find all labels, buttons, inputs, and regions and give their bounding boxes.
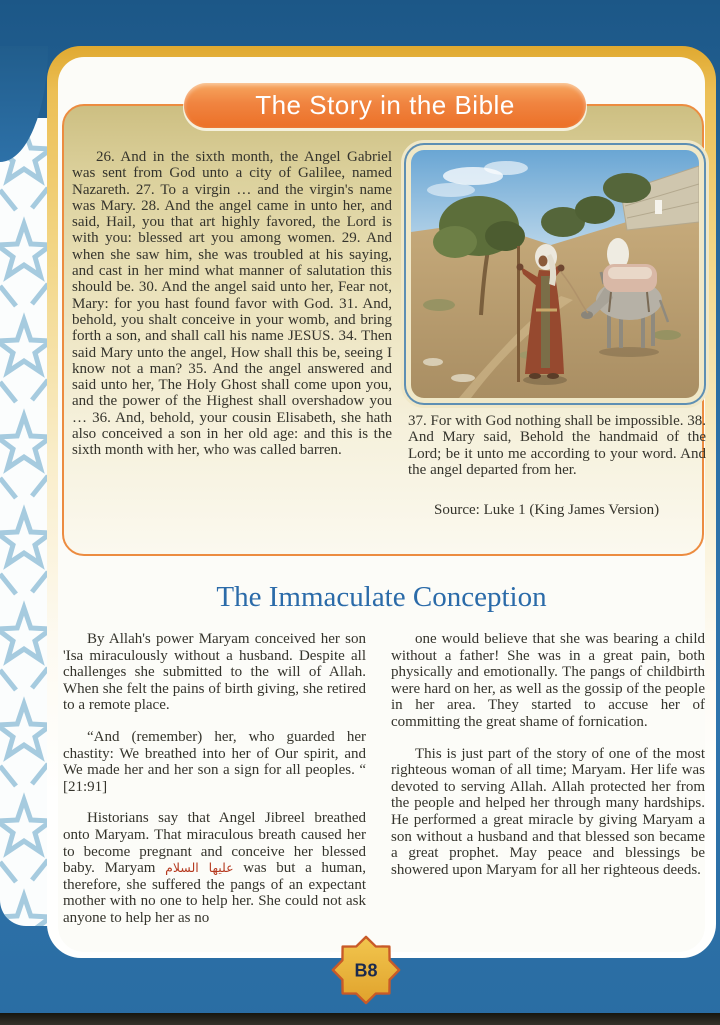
section-title: The Immaculate Conception [216,581,547,613]
quran-quote-paragraph: “And (remember) her, who guarded her chastity: We breathed into her of Our spirit, and We made her and her son a sign for all peoples. “ [21:91] [63,728,366,795]
hillside-photo [411,150,699,398]
scan-edge [0,1013,720,1025]
bible-title-banner [184,83,586,128]
star-pattern-strip [0,118,48,926]
paragraph-text: was but a human, therefore, she suffered the pangs of an expectant mother with no one to help her. She could not ask anyone to help her as no [63,860,367,926]
paragraph: one would believe that she was bearing a child without a father! She was in a great pain, both physically and emotionally. The pangs of childbirth were hard on her, as well as the gossip of the people in her area. They started to accuse her of committing the great shame of fornication. [391,631,705,730]
page-number-badge [330,934,402,1006]
paragraph: This is just part of the story of one of the most righteous woman of all time; Maryam. Her life was devoted to serving Allah. Allah protected her from the people and helped her through many hardships. He performed a great miracle by giving Maryam a son without a husband and that blessed son became a great prophet. May peace and blessings be showered upon Maryam for all her righteous deeds. [391,745,705,878]
bible-verses-continued: 37. For with God nothing shall be impossible. 38. And Mary said, Behold the handmaid of the Lord; be it unto me according to your word. And the angel departed from her. [408,413,706,478]
bible-verses-text: 26. And in the sixth month, the Angel Gabriel was sent from God unto a city of Galilee, named Nazareth. 27. To a virgin … and the virgin's name was Mary. 28. And the angel came in unto her, and said, Hail, you that art highly favored, the Lord is with you: blessed art you among women. 29. And when she saw him, she was troubled at his saying, and cast in her mind what manner of salutation this should be. 30. And the angel said unto her, Fear not, Mary: for you hast found favor with God. 31. And, behold, you shalt conceive in your womb, and bring forth a son, and shall call his name JESUS. 34. Then said Mary unto the angel, How shall this be, seeing I know not a man? 35. And the angel answered and said unto her, The Holy Ghost shall come upon you, and the power of the Highest shall overshadow you … 36. And, behold, your cousin Elisabeth, she hath also conceived a son in her old age: and this is the sixth month with her, who was called barren. [72,149,392,459]
conception-right-column [391,631,705,878]
paragraph-text: Historians say that Angel Jibreel breathed onto Maryam. That miraculous breath caused her to become pregnant and conceive her blessed baby. Maryam [63,810,366,877]
page-number: B8 [354,960,378,981]
paragraph [63,810,366,926]
islamic-star-pattern-icon [0,118,48,926]
source-caption: Source: Luke 1 (King James Version) [434,502,660,518]
paragraph: By Allah's power Maryam conceived her son 'Isa miraculously without a husband. Despite all challenges she submitted to the will of Allah. When she felt the pains of birth giving, she retired to a remote place. [63,631,366,714]
conception-left-column [63,631,366,927]
bible-title: The Story in the Bible [255,90,515,120]
arabic-honorific: عليها السلام [165,860,234,876]
photo-frame [406,145,704,403]
